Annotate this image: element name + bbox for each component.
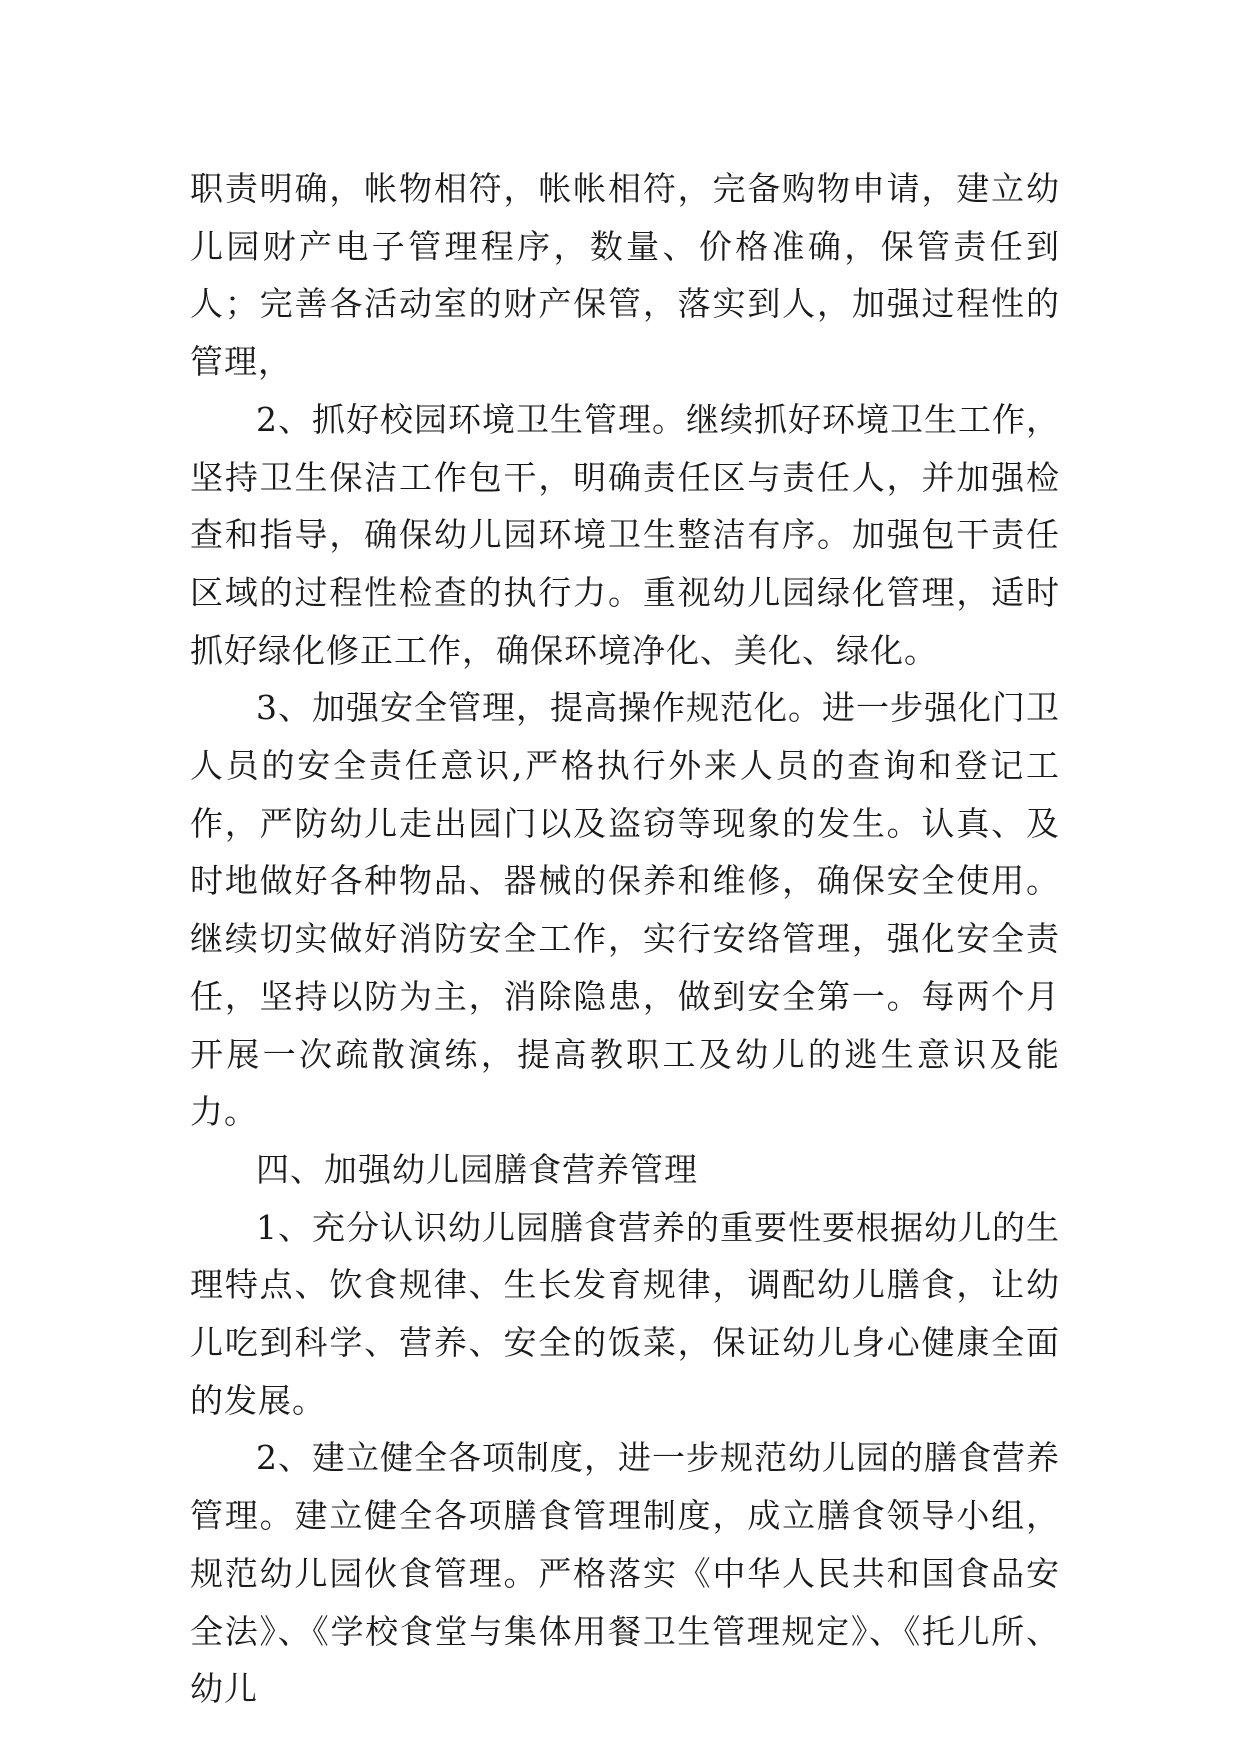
paragraph-nutrition-system: 2、建立健全各项制度，进一步规范幼儿园的膳食营养管理。建立健全各项膳食管理制度，成立膳食领导小组，规范幼儿园伙食管理。严格落实《中华人民共和国食品安全法》、《学校食堂与集体用餐卫生管理规定》、《托儿所、幼儿 bbox=[190, 1438, 1060, 1709]
section-heading-nutrition: 四、加强幼儿园膳食营养管理 bbox=[256, 1149, 698, 1189]
paragraph-environment-hygiene: 2、抓好校园环境卫生管理。继续抓好环境卫生工作，坚持卫生保洁工作包干，明确责任区与责任人，并加强检查和指导，确保幼儿园环境卫生整洁有序。加强包干责任区域的过程性检查的执行力。重视幼儿园绿化管理，适时抓好绿化修正工作，确保环境净化、美化、绿化。 bbox=[190, 399, 1060, 670]
paragraph-safety-management: 3、加强安全管理，提高操作规范化。进一步强化门卫人员的安全责任意识,严格执行外来人员的查询和登记工作，严防幼儿走出园门以及盗窃等现象的发生。认真、及时地做好各种物品、器械的保养和维修，确保安全使用。继续切实做好消防安全工作，实行安络管理，强化安全责任，坚持以防为主，消除隐患，做到安全第一。每两个月开展一次疏散演练，提高教职工及幼儿的逃生意识及能力。 bbox=[190, 688, 1060, 1132]
paragraph-nutrition-importance: 1、充分认识幼儿园膳食营养的重要性要根据幼儿的生理特点、饮食规律、生长发育规律，调配幼儿膳食，让幼儿吃到科学、营养、安全的饭菜，保证幼儿身心健康全面的发展。 bbox=[190, 1207, 1060, 1420]
paragraph-continuation: 职责明确，帐物相符，帐帐相符，完备购物申请，建立幼儿园财产电子管理程序，数量、价格准确，保管责任到人；完善各活动室的财产保管，落实到人，加强过程性的管理， bbox=[190, 169, 1060, 382]
document-body bbox=[190, 160, 1060, 1718]
